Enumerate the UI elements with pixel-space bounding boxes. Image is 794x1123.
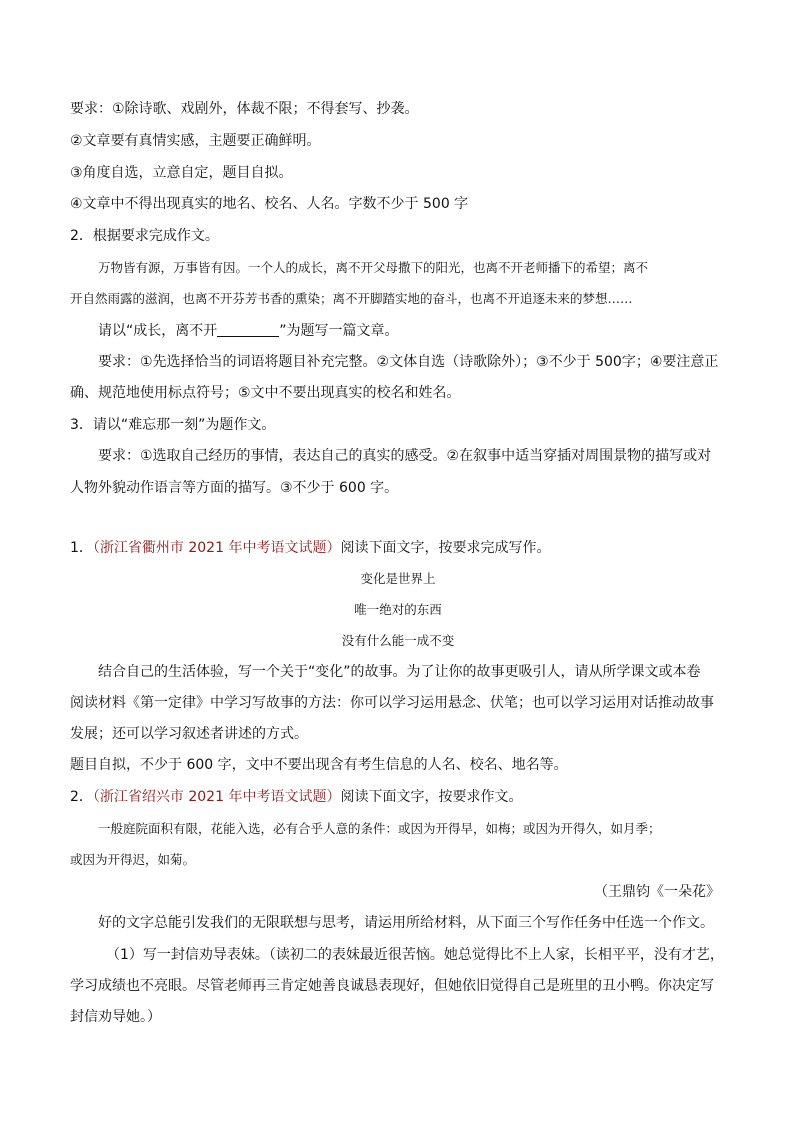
question-2-material-line-2: 开自然雨露的滋润，也离不开芬芳书香的熏染；离不开脚踏实地的奋斗，也离不开追逐未来的梦想…… — [70, 291, 633, 306]
question-1-body-line-1: 结合自己的生活体验，写一个关于“变化”的故事。为了让你的故事更吸引人，请从所学课文或本卷 — [98, 664, 701, 680]
quote-attribution: （王鼎钧《一朵花》 — [594, 884, 720, 900]
requirement-line-1: 要求：①除诗歌、戏剧外，体裁不限；不得套写、抄袭。 — [70, 101, 419, 117]
question-source: （浙江省绍兴市 2021 年中考语文试题） — [92, 789, 341, 805]
question-2-quote-line-2: 或因为开得迟，如菊。 — [70, 852, 196, 867]
writing-task-1-line-3: 封信劝导她。） — [70, 1009, 161, 1025]
question-2-requirement-line-2: 确、规范地使用标点符号；⑤文中不要出现真实的校名和姓名。 — [70, 385, 461, 401]
poem-line-1: 变化是世界上 — [360, 571, 436, 586]
question-number: 1． — [70, 540, 93, 556]
question-number: 2． — [70, 789, 93, 805]
exam-question-2-intro — [70, 787, 522, 807]
question-2-material-line-1: 万物皆有源，万事皆有因。一个人的成长，离不开父母撒下的阳光，也离不开老师播下的希望；离不 — [98, 260, 649, 275]
writing-task-1-line-1: （1）写一封信劝导表妹。（读初二的表妹最近很苦恼。她总觉得比不上人家，长相平平，没有才艺， — [106, 947, 724, 963]
requirement-line-4: ④文章中不得出现真实的地名、校名、人名。字数不少于 500 字 — [70, 196, 469, 212]
requirement-line-3: ③角度自选，立意自定，题目自拟。 — [70, 165, 293, 181]
poem-line-3: 没有什么能一成不变 — [341, 633, 455, 648]
question-2-body-line-1: 好的文字总能引发我们的无限联想与思考，请运用所给材料，从下面三个写作任务中任选一个作文。 — [98, 915, 714, 931]
question-source: （浙江省衢州市 2021 年中考语文试题） — [92, 540, 341, 556]
fill-in-blank — [217, 322, 279, 337]
question-1-body-line-2: 阅读材料《第一定律》中学习写故事的方法：你可以学习运用悬念、伏笔；也可以学习运用对话推动故事 — [70, 695, 714, 711]
question-3-requirement-line-2: 人物外貌动作语言等方面的描写。③不少于 600 字。 — [70, 480, 399, 496]
writing-task-1-line-2: 学习成绩也不亮眼。尽管老师再三肯定她善良诚恳表现好，但她依旧觉得自己是班里的丑小鸭。你决定写 — [70, 978, 714, 994]
exam-question-1-intro — [70, 538, 550, 558]
question-instruction: 阅读下面文字，按要求作文。 — [340, 789, 523, 805]
question-2-prompt — [98, 321, 399, 341]
question-1-body-line-4: 题目自拟，不少于 600 字，文中不要出现含有考生信息的人名、校名、地名等。 — [70, 757, 568, 773]
question-3-title: 3．请以“难忘那一刻”为题作文。 — [70, 417, 276, 433]
question-2-quote-line-1: 一般庭院面积有限，花能入选，必有合乎人意的条件：或因为开得早，如梅；或因为开得久，如月季； — [98, 821, 661, 836]
prompt-before-blank: 请以“成长，离不开 — [98, 323, 218, 339]
poem-line-2: 唯一绝对的东西 — [354, 602, 442, 617]
prompt-after-blank: ”为题写一篇文章。 — [279, 323, 399, 339]
question-instruction: 阅读下面文字，按要求完成写作。 — [340, 540, 551, 556]
question-2-title: 2．根据要求完成作文。 — [70, 228, 219, 244]
question-3-requirement-line-1: 要求：①选取自己经历的事情，表达自己的真实的感受。②在叙事中适当穿插对周围景物的描写或对 — [98, 448, 712, 464]
requirement-line-2: ②文章要有真情实感，主题要正确鲜明。 — [70, 133, 321, 149]
question-2-requirement-line-1: 要求：①先选择恰当的词语将题目补充完整。②文体自选（诗歌除外）；③不少于 500字；④要注意正 — [98, 354, 719, 370]
question-1-body-line-3: 发展；还可以学习叙述者讲述的方式。 — [70, 726, 308, 742]
